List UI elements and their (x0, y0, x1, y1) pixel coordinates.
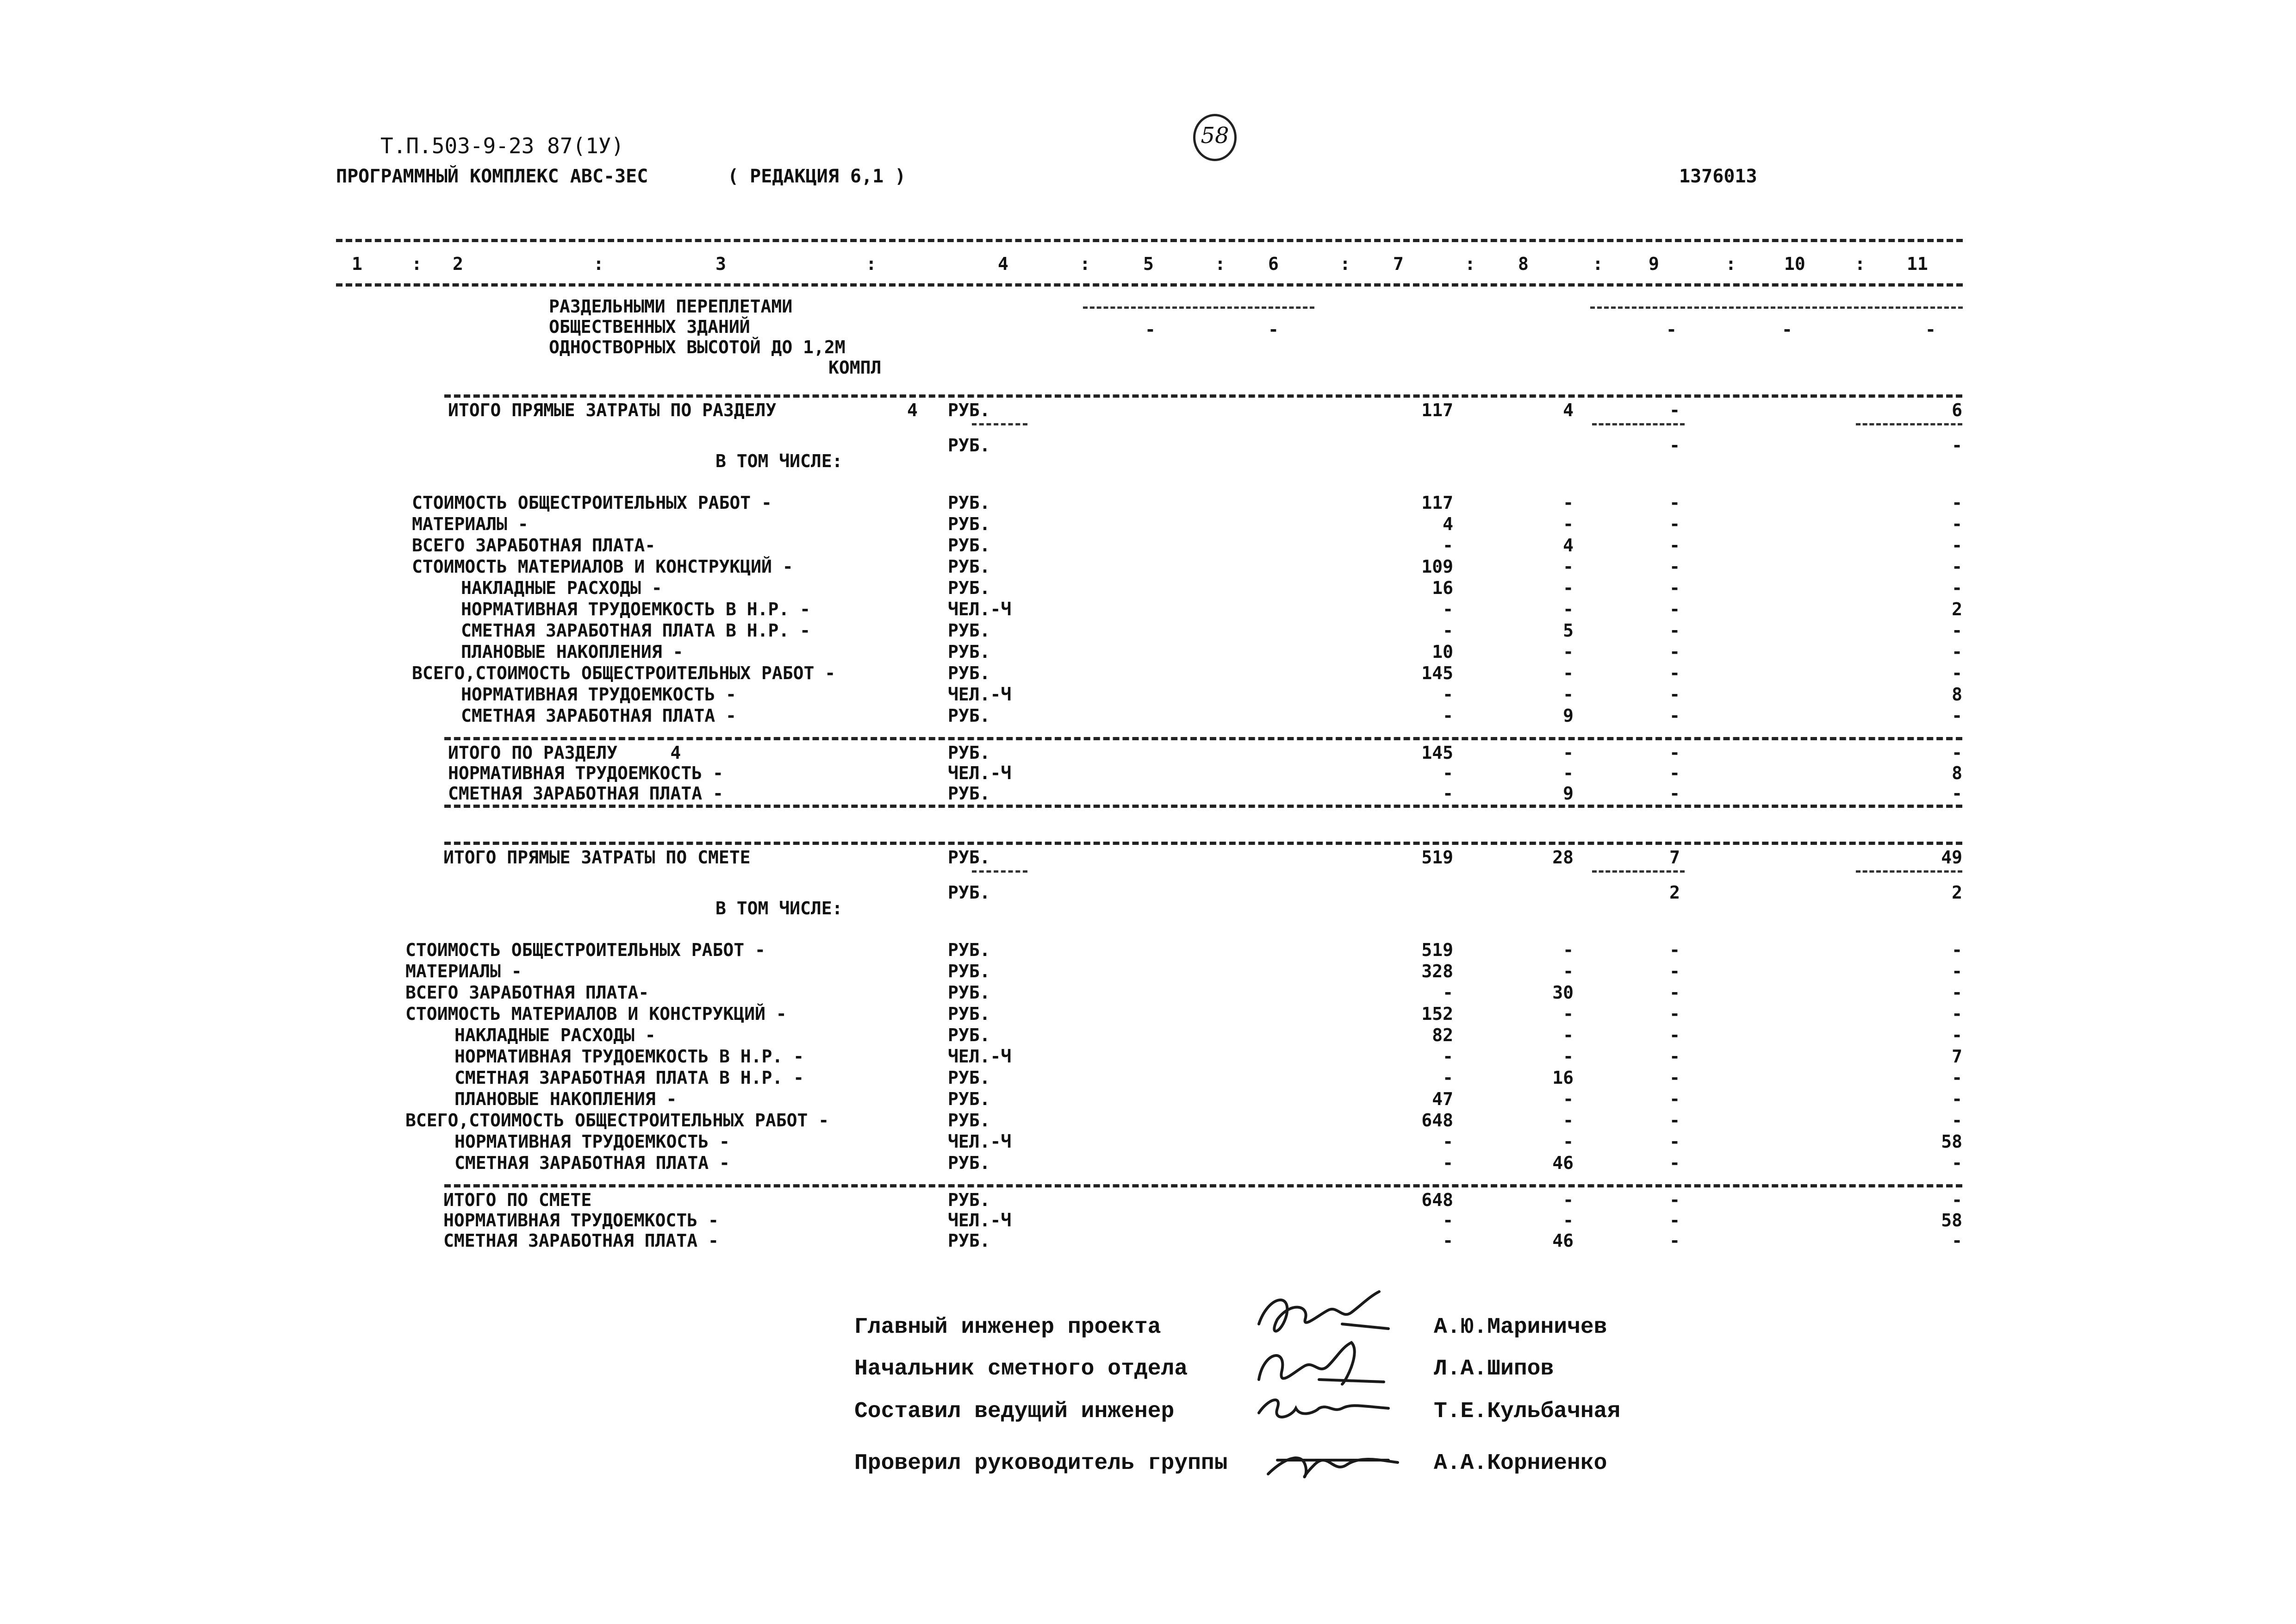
program-name: ПРОГРАММНЫЙ КОМПЛЕКС АВС-3ЕС (336, 166, 648, 187)
estimate-row-c9: - (1669, 982, 1680, 1003)
estimate-total-direct-c8: 28 (1552, 847, 1574, 868)
estimate-row-unit: РУБ. (948, 982, 990, 1003)
section4-total-c11: - (1952, 743, 1962, 763)
section4-rule-end (444, 805, 1962, 808)
section4-row-unit: РУБ. (948, 706, 990, 726)
section4-row-c11: - (1952, 706, 1962, 726)
estimate-row-c9: - (1669, 1110, 1680, 1131)
estimate-row-c9: - (1669, 1025, 1680, 1045)
section4-row-c9: - (1669, 706, 1680, 726)
section4-row-c7: - (1443, 535, 1453, 556)
estimate-row-c7: - (1443, 1131, 1453, 1152)
estimate-row-c9: - (1669, 961, 1680, 981)
section4-row-unit: РУБ. (948, 663, 990, 683)
estimate-row-c7: 82 (1432, 1025, 1453, 1045)
estimate-row-c7: - (1443, 1153, 1453, 1173)
section4-total-unit: РУБ. (948, 783, 990, 804)
estimate-row-c7: 519 (1421, 940, 1453, 960)
estimate-row-c9: - (1669, 1068, 1680, 1088)
estimate-row-c8: - (1563, 961, 1574, 981)
section4-total-c9: - (1669, 743, 1680, 763)
estimate-row-c11: - (1952, 1089, 1962, 1109)
column-number-10: 10 (1784, 254, 1805, 274)
estimate-total-direct-c7: 519 (1421, 847, 1453, 868)
estimate-row-c8: - (1563, 940, 1574, 960)
column-separator: : (593, 254, 604, 274)
section4-sub-c11: - (1952, 435, 1962, 456)
rule-top (336, 239, 1963, 242)
section4-row-c7: - (1443, 620, 1453, 641)
column-separator: : (1340, 254, 1350, 274)
estimate-row-label: НОРМАТИВНАЯ ТРУДОЕМКОСТЬ - (454, 1131, 730, 1152)
column-number-2: 2 (453, 254, 463, 274)
section4-row-unit: ЧЕЛ.-Ч (948, 684, 1012, 705)
estimate-row-c11: - (1952, 1110, 1962, 1131)
estimate-total-unit: ЧЕЛ.-Ч (948, 1210, 1012, 1230)
section4-row-c11: - (1952, 663, 1962, 683)
estimate-row-unit: РУБ. (948, 1110, 990, 1131)
section4-row-unit: РУБ. (948, 556, 990, 577)
section4-row-label: СТОИМОСТЬ ОБЩЕСТРОИТЕЛЬНЫХ РАБОТ - (412, 493, 772, 513)
intro-mark-10: - (1782, 319, 1792, 340)
estimate-row-unit: РУБ. (948, 1153, 990, 1173)
section4-row-label: ВСЕГО,СТОИМОСТЬ ОБЩЕСТРОИТЕЛЬНЫХ РАБОТ - (412, 663, 836, 683)
column-separator: : (411, 254, 422, 274)
section4-row-unit: РУБ. (948, 620, 990, 641)
intro-line-2: ОБЩЕСТВЕННЫХ ЗДАНИЙ (549, 317, 750, 337)
section4-row-c7: 145 (1421, 663, 1453, 683)
column-separator: : (1465, 254, 1475, 274)
estimate-row-c8: 16 (1552, 1068, 1574, 1088)
column-separator: : (1080, 254, 1090, 274)
section4-row-c9: - (1669, 556, 1680, 577)
section4-row-c8: - (1563, 493, 1574, 513)
estimate-row-unit: РУБ. (948, 1089, 990, 1109)
intro-rule-a (1083, 306, 1314, 309)
estimate-row-unit: ЧЕЛ.-Ч (948, 1046, 1012, 1067)
section4-total-c11: 8 (1952, 763, 1962, 783)
estimate-total-c11: 58 (1941, 1210, 1962, 1230)
estimate-row-unit: РУБ. (948, 1025, 990, 1045)
estimate-row-c7: 648 (1421, 1110, 1453, 1131)
estimate-row-c11: - (1952, 1004, 1962, 1024)
section4-row-label: СМЕТНАЯ ЗАРАБОТНАЯ ПЛАТА - (461, 706, 736, 726)
estimate-total-c8: - (1563, 1190, 1574, 1210)
column-number-3: 3 (716, 254, 726, 274)
section4-total-direct-c7: 117 (1421, 400, 1453, 420)
section4-row-c11: - (1952, 535, 1962, 556)
signature-name: Л.А.Шипов (1434, 1356, 1554, 1381)
section4-row-c9: - (1669, 493, 1680, 513)
doc-number: 1376013 (1679, 166, 1757, 187)
estimate-row-label: СМЕТНАЯ ЗАРАБОТНАЯ ПЛАТА В Н.Р. - (454, 1068, 804, 1088)
section4-row-c8: - (1563, 578, 1574, 598)
section4-total-direct-c9: - (1669, 400, 1680, 420)
estimate-sub-c11: 2 (1952, 882, 1962, 903)
estimate-total-label: НОРМАТИВНАЯ ТРУДОЕМКОСТЬ - (443, 1210, 719, 1230)
intro-line-3: ОДНОСТВОРНЫХ ВЫСОТОЙ ДО 1,2М (549, 337, 846, 357)
estimate-row-label: СМЕТНАЯ ЗАРАБОТНАЯ ПЛАТА - (454, 1153, 730, 1173)
estimate-total-direct-unit: РУБ. (948, 847, 990, 868)
estimate-row-label: НОРМАТИВНАЯ ТРУДОЕМКОСТЬ В Н.Р. - (454, 1046, 804, 1067)
estimate-total-direct-label: ИТОГО ПРЯМЫЕ ЗАТРАТЫ ПО СМЕТЕ (443, 847, 751, 868)
estimate-total-c9: - (1669, 1210, 1680, 1230)
section4-row-unit: РУБ. (948, 514, 990, 534)
section4-total-direct-label: ИТОГО ПРЯМЫЕ ЗАТРАТЫ ПО РАЗДЕЛУ (448, 400, 777, 420)
section4-row-c9: - (1669, 684, 1680, 705)
estimate-row-c11: - (1952, 1068, 1962, 1088)
estimate-sub-c9: 2 (1669, 882, 1680, 903)
section4-row-c8: - (1563, 642, 1574, 662)
estimate-row-c9: - (1669, 940, 1680, 960)
estimate-row-label: ПЛАНОВЫЕ НАКОПЛЕНИЯ - (454, 1089, 677, 1109)
estimate-row-c8: - (1563, 1131, 1574, 1152)
section4-total-unit: ЧЕЛ.-Ч (948, 763, 1012, 783)
column-number-11: 11 (1907, 254, 1928, 274)
estimate-row-label: НАКЛАДНЫЕ РАСХОДЫ - (454, 1025, 656, 1045)
intro-rule-b (1590, 306, 1963, 309)
section4-row-c9: - (1669, 578, 1680, 598)
estimate-row-c7: 47 (1432, 1089, 1453, 1109)
section4-row-unit: РУБ. (948, 578, 990, 598)
estimate-total-direct-c9: 7 (1669, 847, 1680, 868)
section4-row-c8: - (1563, 556, 1574, 577)
estimate-row-c8: - (1563, 1046, 1574, 1067)
section4-sub-c9: - (1669, 435, 1680, 456)
section4-row-c7: 16 (1432, 578, 1453, 598)
section4-row-label: ПЛАНОВЫЕ НАКОПЛЕНИЯ - (461, 642, 684, 662)
column-separator: : (1854, 254, 1866, 274)
section4-row-c11: - (1952, 620, 1962, 641)
column-number-6: 6 (1268, 254, 1279, 274)
estimate-row-c9: - (1669, 1131, 1680, 1152)
estimate-row-c8: 30 (1552, 982, 1574, 1003)
section4-total-label: ИТОГО ПО РАЗДЕЛУ 4 (448, 743, 681, 763)
estimate-row-c11: - (1952, 961, 1962, 981)
section4-total-c7: - (1443, 783, 1453, 804)
estimate-row-c8: - (1563, 1089, 1574, 1109)
estimate-total-c8: - (1563, 1210, 1574, 1230)
column-number-1: 1 (352, 254, 362, 274)
section4-total-c7: - (1443, 763, 1453, 783)
estimate-sub-rule-11 (1856, 870, 1962, 873)
edition: ( РЕДАКЦИЯ 6,1 ) (728, 166, 906, 187)
signature-name: А.Ю.Мариничев (1434, 1315, 1607, 1340)
section4-row-label: НОРМАТИВНАЯ ТРУДОЕМКОСТЬ - (461, 684, 736, 705)
estimate-row-c11: 58 (1941, 1131, 1962, 1152)
section4-total-direct-section: 4 (907, 400, 918, 420)
section4-total-label: СМЕТНАЯ ЗАРАБОТНАЯ ПЛАТА - (448, 783, 723, 804)
section4-row-c8: 4 (1563, 535, 1574, 556)
section4-rule-top (444, 394, 1962, 398)
estimate-total-direct-c11: 49 (1941, 847, 1962, 868)
estimate-row-label: МАТЕРИАЛЫ - (405, 961, 522, 981)
section4-row-c9: - (1669, 642, 1680, 662)
estimate-row-unit: ЧЕЛ.-Ч (948, 1131, 1012, 1152)
estimate-row-unit: РУБ. (948, 961, 990, 981)
section4-row-c7: 10 (1432, 642, 1453, 662)
estimate-sub-rule-unit (972, 870, 1027, 873)
section4-row-c7: - (1443, 706, 1453, 726)
estimate-row-c9: - (1669, 1089, 1680, 1109)
section4-row-c8: 9 (1563, 706, 1574, 726)
estimate-row-label: ВСЕГО ЗАРАБОТНАЯ ПЛАТА- (405, 982, 649, 1003)
section4-total-direct-c8: 4 (1563, 400, 1574, 420)
estimate-row-label: СТОИМОСТЬ ОБЩЕСТРОИТЕЛЬНЫХ РАБОТ - (405, 940, 765, 960)
signature-role: Начальник сметного отдела (854, 1356, 1188, 1381)
intro-line-1: РАЗДЕЛЬНЫМИ ПЕРЕПЛЕТАМИ (549, 296, 793, 317)
intro-mark-5: - (1145, 319, 1156, 340)
section4-row-c7: 117 (1421, 493, 1453, 513)
section4-including: В ТОМ ЧИСЛЕ: (716, 451, 843, 471)
page-number-stamp (1193, 114, 1237, 161)
section4-rule-totals (444, 737, 1962, 740)
section4-total-label: НОРМАТИВНАЯ ТРУДОЕМКОСТЬ - (448, 763, 723, 783)
estimate-row-c7: 328 (1421, 961, 1453, 981)
intro-mark-6: - (1268, 319, 1279, 340)
section4-row-c7: 4 (1443, 514, 1453, 534)
section4-total-c8: 9 (1563, 783, 1574, 804)
column-number-7: 7 (1393, 254, 1404, 274)
estimate-row-c8: - (1563, 1004, 1574, 1024)
intro-mark-9: - (1666, 319, 1677, 340)
section4-sub-rule-unit (972, 423, 1027, 425)
section4-sub-rule-11 (1856, 423, 1962, 425)
section4-row-label: СМЕТНАЯ ЗАРАБОТНАЯ ПЛАТА В Н.Р. - (461, 620, 810, 641)
section4-row-c11: - (1952, 642, 1962, 662)
section4-row-c9: - (1669, 620, 1680, 641)
section4-total-c8: - (1563, 763, 1574, 783)
section4-total-c7: 145 (1421, 743, 1453, 763)
section4-row-label: НАКЛАДНЫЕ РАСХОДЫ - (461, 578, 662, 598)
section4-row-c7: 109 (1421, 556, 1453, 577)
section4-total-c9: - (1669, 763, 1680, 783)
estimate-total-c8: 46 (1552, 1230, 1574, 1251)
estimate-row-c7: - (1443, 982, 1453, 1003)
section4-total-direct-c11: 6 (1952, 400, 1962, 420)
section4-total-c8: - (1563, 743, 1574, 763)
signature-name: Т.Е.Кульбачная (1434, 1399, 1621, 1424)
section4-row-c8: - (1563, 663, 1574, 683)
column-separator: : (1725, 254, 1736, 274)
section4-row-unit: ЧЕЛ.-Ч (948, 599, 1012, 619)
section4-row-c7: - (1443, 684, 1453, 705)
section4-row-c11: - (1952, 556, 1962, 577)
section4-row-c8: - (1563, 514, 1574, 534)
section4-row-c7: - (1443, 599, 1453, 619)
column-separator: : (866, 254, 877, 274)
estimate-row-c8: 46 (1552, 1153, 1574, 1173)
estimate-row-c7: 152 (1421, 1004, 1453, 1024)
estimate-row-c9: - (1669, 1153, 1680, 1173)
estimate-row-c11: - (1952, 1025, 1962, 1045)
estimate-total-unit: РУБ. (948, 1190, 990, 1210)
estimate-row-c7: - (1443, 1068, 1453, 1088)
estimate-row-c8: - (1563, 1110, 1574, 1131)
handwritten-signature (1250, 1380, 1407, 1441)
estimate-total-c7: - (1443, 1210, 1453, 1230)
estimate-total-c9: - (1669, 1230, 1680, 1251)
section4-row-c9: - (1669, 663, 1680, 683)
section4-sub-unit: РУБ. (948, 435, 990, 456)
section4-row-label: СТОИМОСТЬ МАТЕРИАЛОВ И КОНСТРУКЦИЙ - (412, 556, 793, 577)
estimate-row-c11: 7 (1952, 1046, 1962, 1067)
section4-row-label: ВСЕГО ЗАРАБОТНАЯ ПЛАТА- (412, 535, 656, 556)
rule-header-bottom (336, 283, 1963, 287)
estimate-row-c8: - (1563, 1025, 1574, 1045)
estimate-row-c9: - (1669, 1004, 1680, 1024)
estimate-row-c7: - (1443, 1046, 1453, 1067)
section4-row-c9: - (1669, 535, 1680, 556)
estimate-total-c9: - (1669, 1190, 1680, 1210)
section4-row-unit: РУБ. (948, 493, 990, 513)
section4-total-c11: - (1952, 783, 1962, 804)
column-number-4: 4 (998, 254, 1008, 274)
estimate-rule-top (444, 842, 1962, 845)
section4-row-c8: - (1563, 684, 1574, 705)
section4-row-label: МАТЕРИАЛЫ - (412, 514, 529, 534)
column-number-5: 5 (1143, 254, 1154, 274)
signature-role: Составил ведущий инженер (854, 1399, 1175, 1424)
section4-sub-rule-9 (1592, 423, 1685, 425)
column-number-8: 8 (1518, 254, 1529, 274)
estimate-total-label: ИТОГО ПО СМЕТЕ (443, 1190, 592, 1210)
section4-row-c11: 2 (1952, 599, 1962, 619)
doc-code: Т.П.503-9-23 87(1У) (380, 133, 624, 158)
estimate-total-c11: - (1952, 1190, 1962, 1210)
estimate-row-c9: - (1669, 1046, 1680, 1067)
estimate-rule-totals (444, 1184, 1962, 1187)
estimate-row-c11: - (1952, 982, 1962, 1003)
estimate-total-c7: 648 (1421, 1190, 1453, 1210)
column-separator: : (1215, 254, 1226, 274)
section4-row-c9: - (1669, 514, 1680, 534)
section4-total-unit: РУБ. (948, 743, 990, 763)
estimate-sub-unit: РУБ. (948, 882, 990, 903)
section4-row-c11: - (1952, 578, 1962, 598)
estimate-row-label: ВСЕГО,СТОИМОСТЬ ОБЩЕСТРОИТЕЛЬНЫХ РАБОТ - (405, 1110, 829, 1131)
column-separator: : (1593, 254, 1603, 274)
estimate-row-unit: РУБ. (948, 1004, 990, 1024)
section4-row-c11: - (1952, 514, 1962, 534)
column-number-9: 9 (1649, 254, 1659, 274)
signature-role: Проверил руководитель группы (854, 1451, 1228, 1476)
estimate-total-c7: - (1443, 1230, 1453, 1251)
signature-role: Главный инженер проекта (854, 1315, 1161, 1340)
estimate-row-c11: - (1952, 940, 1962, 960)
section4-row-label: НОРМАТИВНАЯ ТРУДОЕМКОСТЬ В Н.Р. - (461, 599, 810, 619)
estimate-row-c11: - (1952, 1153, 1962, 1173)
estimate-total-c11: - (1952, 1230, 1962, 1251)
estimate-row-label: СТОИМОСТЬ МАТЕРИАЛОВ И КОНСТРУКЦИЙ - (405, 1004, 787, 1024)
estimate-total-label: СМЕТНАЯ ЗАРАБОТНАЯ ПЛАТА - (443, 1230, 719, 1251)
intro-mark-11: - (1925, 319, 1936, 340)
section4-row-c8: - (1563, 599, 1574, 619)
section4-row-c8: 5 (1563, 620, 1574, 641)
signature-name: А.А.Корниенко (1434, 1451, 1607, 1476)
estimate-total-unit: РУБ. (948, 1230, 990, 1251)
section4-total-direct-unit: РУБ. (948, 400, 990, 420)
section4-row-c11: 8 (1952, 684, 1962, 705)
page-number: 58 (1201, 123, 1229, 149)
section4-total-c9: - (1669, 783, 1680, 804)
section4-row-unit: РУБ. (948, 642, 990, 662)
handwritten-signature (1259, 1432, 1416, 1493)
section4-row-c11: - (1952, 493, 1962, 513)
estimate-row-unit: РУБ. (948, 940, 990, 960)
estimate-including: В ТОМ ЧИСЛЕ: (716, 898, 843, 918)
section4-row-c9: - (1669, 599, 1680, 619)
estimate-row-unit: РУБ. (948, 1068, 990, 1088)
intro-unit: КОМПЛ (828, 357, 882, 378)
section4-row-unit: РУБ. (948, 535, 990, 556)
estimate-sub-rule-9 (1592, 870, 1685, 873)
